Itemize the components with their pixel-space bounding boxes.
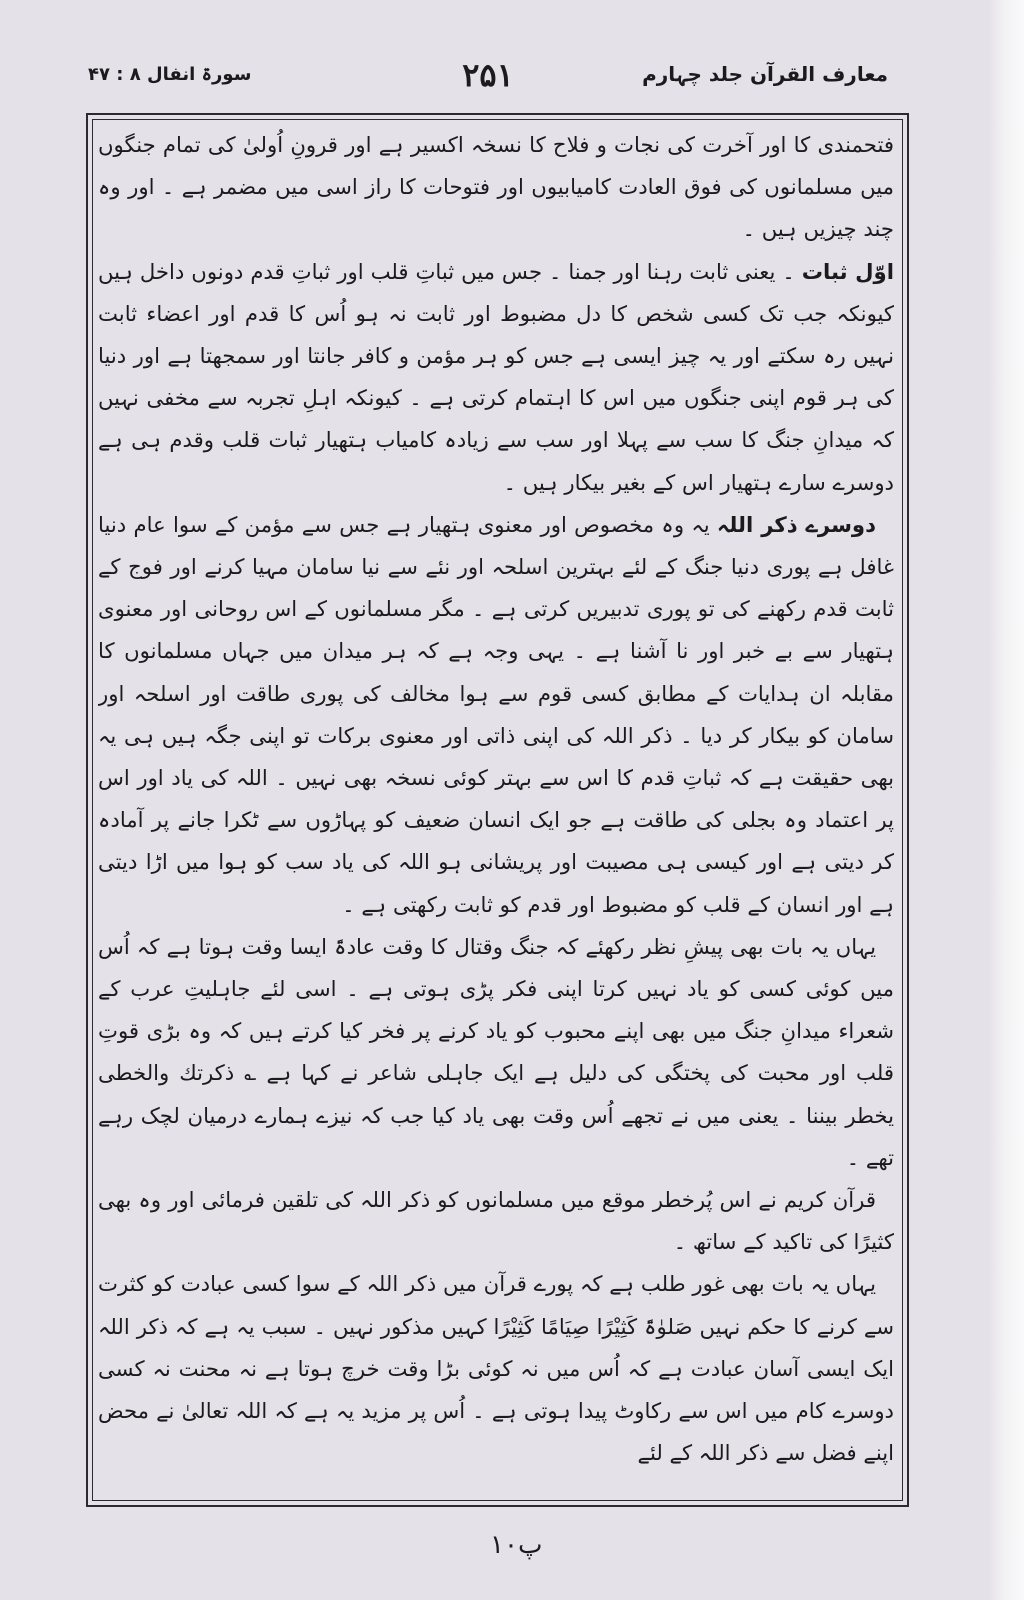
paragraph-text: ۔ یعنی ثابت رہنا اور جمنا ۔ جس میں ثباتِ قلب اور ثباتِ قدم دونوں داخل ہیں کیونکہ جب تک کسی شخص کا دل مضبوط اور ثابت نہ ہو اُس کا قدم اور اعضاء ثابت نہیں رہ سکتے اور یہ چیز ایسی ہے جس کو ہر مؤمن و کافر جانتا اور سمجھتا ہے اور دنیا کی ہر قوم اپنی جنگوں میں اس کا اہتمام کرتی ہے ۔ کیونکہ اہلِ تجربہ سے مخفی نہیں کہ میدانِ جنگ کا سب سے پہلا اور سب سے زیادہ کامیاب ہتھیار ثبات قلب وقدم ہی ہے دوسرے سارے ہتھیار اس کے بغیر بیکار ہیں ۔ — [98, 258, 894, 495]
paragraph — [98, 504, 894, 926]
paragraph-text: فتحمندی کا اور آخرت کی نجات و فلاح کا نسخہ اکسیر ہے اور قرونِ اُولیٰ کی تمام جنگوں میں مسلمانوں کی فوق العادت کامیابیوں اور فتوحات کا راز اسی میں مضمر ہے ۔ اور وہ چند چیزیں ہیں ۔ — [98, 132, 894, 242]
page-header — [88, 56, 888, 106]
section-heading: دوسرے ذکر اللہ — [716, 511, 876, 537]
paragraph — [98, 926, 894, 1179]
page-edge-shadow — [988, 0, 1024, 1600]
paragraph-text: یہ وہ مخصوص اور معنوی ہتھیار ہے جس سے مؤمن کے سوا عام دنیا غافل ہے پوری دنیا جنگ کے لئے بہترین اسلحہ اور نئے سے نیا سامان مہیا کرنے اور فوج کے ثابت قدم رکھنے کی تو پوری تدبیریں کرتی ہے ۔ مگر مسلمانوں کے اس روحانی اور معنوی ہتھیار سے بے خبر اور نا آشنا ہے ۔ یہی وجہ ہے کہ ہر میدان میں جہاں مسلمانوں کا مقابلہ ان ہدایات کے مطابق کسی قوم سے ہوا مخالف کی پوری طاقت اور اسلحہ اور سامان کو بیکار کر دیا ۔ ذکر اللہ کی اپنی ذاتی اور معنوی برکات تو اپنی جگہ ہیں ہی یہ بھی حقیقت ہے کہ ثباتِ قدم کا اس سے بہتر کوئی نسخہ بھی نہیں ۔ اللہ کی یاد اور اس پر اعتماد وہ بجلی کی طاقت ہے جو ایک انسان ضعیف کو پہاڑوں سے ٹکرا جانے پر آمادہ کر دیتی ہے اور کیسی ہی مصیبت اور پریشانی ہو اللہ کی یاد سب کو ہوا میں اڑا دیتی ہے اور انسان کے قلب کو مضبوط اور قدم کو ثابت رکھتی ہے ۔ — [98, 511, 894, 917]
paragraph — [98, 1263, 894, 1474]
surah-reference: سورۃ انفال ۸ : ۴۷ — [88, 64, 252, 85]
paragraph-text: قرآن کریم نے اس پُرخطر موقع میں مسلمانوں کو ذکر اللہ کی تلقین فرمائی اور وہ بھی کثیرًا کی تاکید کے ساتھ ۔ — [98, 1187, 894, 1255]
paragraph — [98, 124, 894, 251]
signature-mark: پ۱۰ — [490, 1530, 543, 1560]
main-text — [98, 124, 894, 1494]
paragraph — [98, 251, 894, 504]
book-title: معارف القرآن جلد چہارم — [642, 62, 888, 86]
paragraph — [98, 1179, 894, 1263]
paragraph-text: یہاں یہ بات بھی غور طلب ہے کہ پورے قرآن میں ذکر اللہ کے سوا کسی عبادت کو کثرت سے کرنے کا حکم نہیں صَلوٰۃً کَثِیْرًا صِیَامًا کَثِیْرًا کہیں مذکور نہیں ۔ سبب یہ ہے کہ ذکر اللہ ایک ایسی آسان عبادت ہے کہ اُس میں نہ کوئی بڑا وقت خرچ ہوتا ہے نہ محنت نہ کسی دوسرے کام میں اس سے رکاوٹ پیدا ہوتی ہے ۔ اُس پر مزید یہ ہے کہ اللہ تعالیٰ نے محض اپنے فضل سے ذکر اللہ کے لئے — [98, 1271, 894, 1466]
section-heading: اوّل ثبات — [801, 258, 894, 284]
paragraph-text: یہاں یہ بات بھی پیشِ نظر رکھئے کہ جنگ وقتال کا وقت عادۃً ایسا وقت ہوتا ہے کہ اُس میں کوئی کسی کو یاد نہیں کرتا اپنی فکر پڑی ہوتی ہے ۔ اسی لئے جاہلیتِ عرب کے شعراء میدانِ جنگ میں بھی اپنے محبوب کو یاد کرنے پر فخر کیا کرتے ہیں کہ وہ بڑی قوتِ قلب اور محبت کی پختگی کی دلیل ہے ایک جاہلی شاعر نے کہا ہے ؎ ذکرتك والخطی یخطر بیننا ۔ یعنی میں نے تجھے اُس وقت بھی یاد کیا جب کہ نیزے ہمارے درمیان لچک رہے تھے ۔ — [98, 933, 894, 1170]
page-number: ۲۵۱ — [462, 56, 514, 94]
